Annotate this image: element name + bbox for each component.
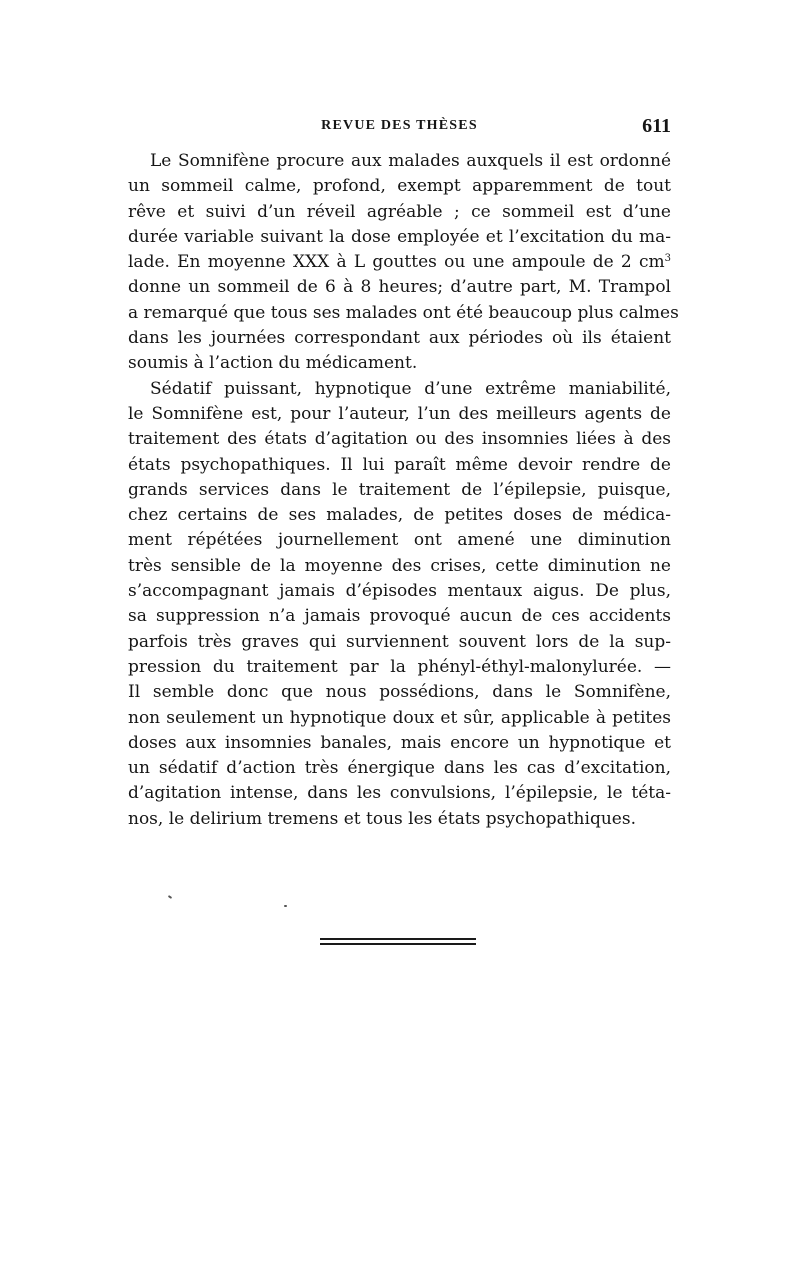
text-line: non seulement un hypnotique doux et sûr, applicable à petites <box>128 707 671 728</box>
text-line: nos, le delirium tremens et tous les états psychopathiques. <box>128 808 636 829</box>
text-line: un sommeil calme, profond, exempt apparemment de tout <box>128 176 671 197</box>
text-line: durée variable suivant la dose employée et l’excitation du ma- <box>128 226 671 247</box>
paragraph-2 <box>128 377 671 832</box>
text-line: dans les journées correspondant aux périodes où ils étaient <box>128 328 671 349</box>
text-line: états psychopathiques. Il lui paraît même devoir rendre de <box>128 454 671 475</box>
text-line: Sédatif puissant, hypnotique d’une extrême maniabilité, <box>150 378 671 399</box>
text-line: s’accompagnant jamais d’épisodes mentaux aigus. De plus, <box>128 581 671 602</box>
text-line: très sensible de la moyenne des crises, cette diminution ne <box>128 555 671 576</box>
end-double-rule <box>320 938 476 945</box>
text-line: le Somnifène est, pour l’auteur, l’un des meilleurs agents de <box>128 403 671 424</box>
text-line: pression du traitement par la phényl-éthyl-malonylurée. — <box>128 656 671 677</box>
text-line: Il semble donc que nous possédions, dans le Somnifène, <box>128 682 671 703</box>
text-line: a remarqué que tous ses malades ont été beaucoup plus calmes <box>128 302 679 323</box>
text-line: Le Somnifène procure aux malades auxquels il est ordonné <box>150 151 671 171</box>
text-line: rêve et suivi d’un réveil agréable ; ce sommeil est d’une <box>128 201 671 222</box>
text-line: sa suppression n’a jamais provoqué aucun de ces accidents <box>128 606 671 627</box>
page-number: 611 <box>642 115 671 137</box>
running-header <box>128 115 671 140</box>
text-line: traitement des états d’agitation ou des insomnies liées à des <box>128 429 671 450</box>
text-line-body: lade. En moyenne XXX à L gouttes ou une ampoule de 2 cm <box>128 252 665 273</box>
text-line: soumis à l’action du médicament. <box>128 353 418 374</box>
print-speck <box>284 905 287 907</box>
text-line: grands services dans le traitement de l’épilepsie, puisque, <box>128 479 671 500</box>
text-line: chez certains de ses malades, de petites doses de médica- <box>128 505 671 526</box>
text-line: parfois très graves qui surviennent souvent lors de la sup- <box>128 631 671 652</box>
paragraph-1 <box>128 149 679 377</box>
body-text <box>128 149 679 832</box>
text-line: un sédatif d’action très énergique dans les cas d’excitation, <box>128 758 671 779</box>
running-title: REVUE DES THÈSES <box>321 118 478 133</box>
text-line: ment répétées journellement ont amené une diminution <box>128 530 671 551</box>
superscript: 3 <box>664 253 671 265</box>
text-line: d’agitation intense, dans les convulsions, l’épilepsie, le téta- <box>128 783 671 804</box>
text-line-with-superscript <box>128 250 671 275</box>
print-speck <box>168 895 172 899</box>
text-line: donne un sommeil de 6 à 8 heures; d’autre part, M. Trampol <box>128 277 671 298</box>
text-line: doses aux insomnies banales, mais encore un hypnotique et <box>128 732 671 753</box>
